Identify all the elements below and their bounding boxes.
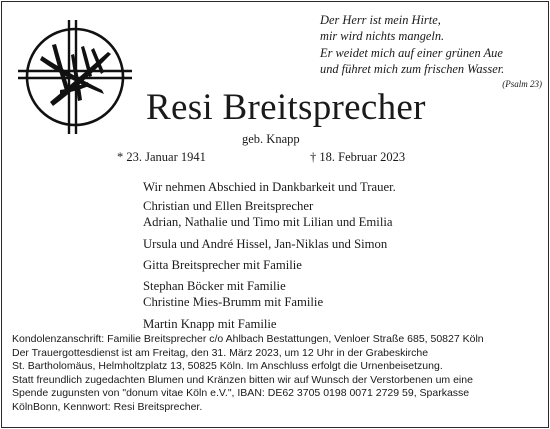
psalm-line: Er weidet mich auf einer grünen Aue [320, 45, 503, 60]
mourner-line: Adrian, Nathalie und Timo mit Lilian und Emilia [143, 215, 393, 229]
deceased-name: Resi Breitsprecher [146, 87, 426, 128]
psalm-line: mir wird nichts mangeln. [320, 29, 445, 44]
mourner-line: Gitta Breitsprecher mit Familie [143, 258, 302, 272]
mourner-line: Wir nehmen Abschied in Dankbarkeit und Trauer. [143, 180, 396, 194]
mourner-line: Martin Knapp mit Familie [143, 317, 277, 331]
funeral-details [12, 333, 544, 415]
mourner-line: Christine Mies-Brumm mit Familie [143, 295, 324, 309]
footer-line: St. Bartholomäus, Helmholtzplatz 13, 50825 Köln. Im Anschluss erfolgt die Urnenbeisetzung. [12, 360, 443, 373]
footer-line: Der Trauergottesdienst ist am Freitag, den 31. März 2023, um 12 Uhr in der Grabeskirche [12, 346, 429, 359]
footer-line: KölnBonn, Kennwort: Resi Breitsprecher. [12, 400, 203, 413]
psalm-quote [320, 12, 542, 90]
death-date: † 18. Februar 2023 [310, 150, 406, 164]
birth-date: * 23. Januar 1941 [117, 150, 206, 164]
mourner-line: Stephan Böcker mit Familie [143, 279, 286, 293]
mourner-line: Ursula und André Hissel, Jan-Niklas und Simon [143, 237, 388, 251]
mourner-line: Christian und Ellen Breitsprecher [143, 199, 314, 213]
footer-line: Kondolenzanschrift: Familie Breitsprecher c/o Ahlbach Bestattungen, Venloer Straße 685, 50827 Köln [12, 333, 484, 345]
psalm-reference: (Psalm 23) [502, 79, 542, 90]
obituary-notice [1, 1, 549, 428]
footer-line: Spende zugunsten von "donum vitae Köln e.V.", IBAN: DE62 3705 0198 0071 2729 59, Sparkasse [12, 387, 470, 400]
psalm-line: Der Herr ist mein Hirte, [320, 13, 441, 27]
cross-emblem-icon [16, 18, 134, 136]
psalm-line: und führet mich zum frischen Wasser. [320, 61, 505, 76]
footer-line: Statt freundlich zugedachten Blumen und Kränzen bitten wir auf Wunsch der Verstorbenen um eine [12, 373, 473, 386]
maiden-name: geb. Knapp [242, 132, 300, 146]
